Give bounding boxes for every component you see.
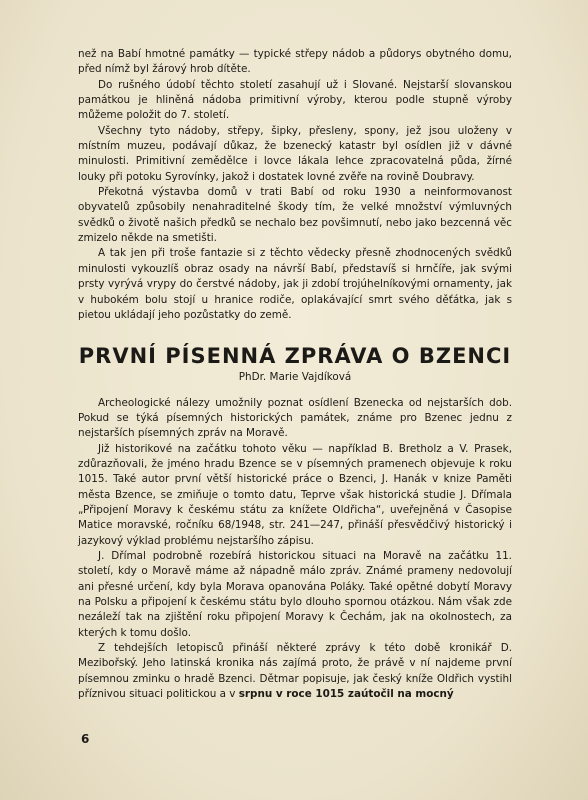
page-number: 6: [81, 732, 90, 746]
paragraph: Do rušného údobí těchto století zasahují už i Slované. Nejstarší slovanskou památkou je hliněná nádoba primitivní výroby, kterou podle stupně výroby můžeme položit do 7. století.: [78, 78, 512, 122]
paragraph: Archeologické nálezy umožnily poznat osídlení Bzenecka od nejstarších dob. Pokud se týká písemných historických památek, známe pro Bzenec jednu z nejstarších písemných zpráv na Moravě.: [78, 396, 512, 440]
bold-phrase: srpnu v roce 1015 zaútočil na mocný: [238, 688, 454, 701]
text-column: [78, 47, 512, 702]
paragraph: Již historikové na začátku tohoto věku — například B. Bretholz a V. Prasek, zdůrazňovali, že jméno hradu Bzence se v písemných pramenech objevuje k roku 1015. Také autor první větší historické práce o Bzenci, J. Hanák v knize Paměti města Bzence, se zmiňuje o tomto datu, Teprve však historická studie J. Dřímala „Připojení Moravy k českému státu za knížete Oldřicha“, uveřejněná v Časopise Matice moravské, ročníku 68/1948, str. 241—247, přináší přesvědčivý historický i jazykový výklad problému nejstaršího zápisu.: [78, 442, 512, 547]
article-author: PhDr. Marie Vajdíková: [238, 371, 352, 384]
paragraph: Všechny tyto nádoby, střepy, šipky, přesleny, spony, jež jsou uloženy v místním muzeu, podávají důkaz, že bzenecký katastr byl osídlen již v dávné minulosti. Primitivní zemědělce i lovce lákala lehce zpracovatelná půda, žírné louky při potoku Syrovínky, jakož i dostatek lovné zvěře na rovině Doubravy.: [78, 124, 512, 183]
paragraph: než na Babí hmotné památky — typické střepy nádob a půdorys obytného domu, před nímž byl žárový hrob dítěte.: [78, 48, 512, 76]
paragraph: A tak jen při troše fantazie si z těchto vědecky přesně zhodnocených svědků minulosti vykouzlíš obraz osady na návrší Babí, představíš si hrnčíře, jak svými prsty vyrývá vrypy do čerstvé nádoby, jak ji zdobí trojúhelníkovými ornamenty, jak v hubokém bolu stojí u hranice rodiče, oplakávající smrt svého děťátka, jak s pietou ukládají jeho pozůstatky do země.: [78, 247, 512, 321]
paragraph-last: [78, 641, 512, 702]
paragraph: J. Dřímal podrobně rozebírá historickou situaci na Moravě na začátku 11. století, kdy o Moravě máme až nápadně málo zpráv. Známé prameny nedovolují ani přesné určení, kdy byla Morava opanována Poláky. Také opětné dobytí Moravy na Polsku a připojení k českému státu bylo dlouho spornou otázkou. Nám však zde nezáleží tak na zjištění roku připojení Moravy k Čechám, jak na okolnostech, za kterých k tomu došlo.: [78, 549, 512, 639]
paragraph: Překotná výstavba domů v trati Babí od roku 1930 a neinformovanost obyvatelů způsobily nenahraditelné škody tím, že velké množství výmluvných svědků o životě našich předků se nechalo bez povšimnutí, nebo jako bezcenná věc zmizelo někde na smetišti.: [78, 186, 512, 245]
paragraph-text: Z tehdejších letopisců přináší některé zprávy k této době kronikář D. Mezibořský. Jeho latinská kronika nás zajímá proto, že právě v ní najdeme první písemnou zminku o hradě Bzenci. Dětmar popisuje, jak český kníže Oldřich vystihl příznivou situaci politickou a v: [78, 642, 512, 701]
article-heading: PRVNÍ PÍSENNÁ ZPRÁVA O BZENCI: [78, 344, 512, 369]
